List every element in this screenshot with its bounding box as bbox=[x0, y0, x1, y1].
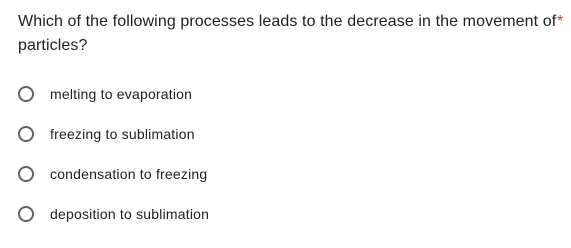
radio-button-icon[interactable] bbox=[18, 86, 34, 102]
radio-button-icon[interactable] bbox=[18, 126, 34, 142]
radio-button-icon[interactable] bbox=[18, 166, 34, 182]
option-label: condensation to freezing bbox=[50, 166, 208, 182]
option-label: melting to evaporation bbox=[50, 86, 193, 102]
option-label: freezing to sublimation bbox=[50, 126, 195, 142]
option-deposition-to-sublimation[interactable] bbox=[18, 202, 209, 226]
option-label: deposition to sublimation bbox=[50, 206, 210, 222]
option-freezing-to-sublimation[interactable] bbox=[18, 122, 195, 146]
required-asterisk: * bbox=[557, 13, 564, 30]
option-melting-to-evaporation[interactable] bbox=[18, 82, 192, 106]
option-condensation-to-freezing[interactable] bbox=[18, 162, 207, 186]
radio-button-icon[interactable] bbox=[18, 206, 34, 222]
question-text: Which of the following processes leads to the decrease in the movement of particles? bbox=[18, 13, 557, 54]
